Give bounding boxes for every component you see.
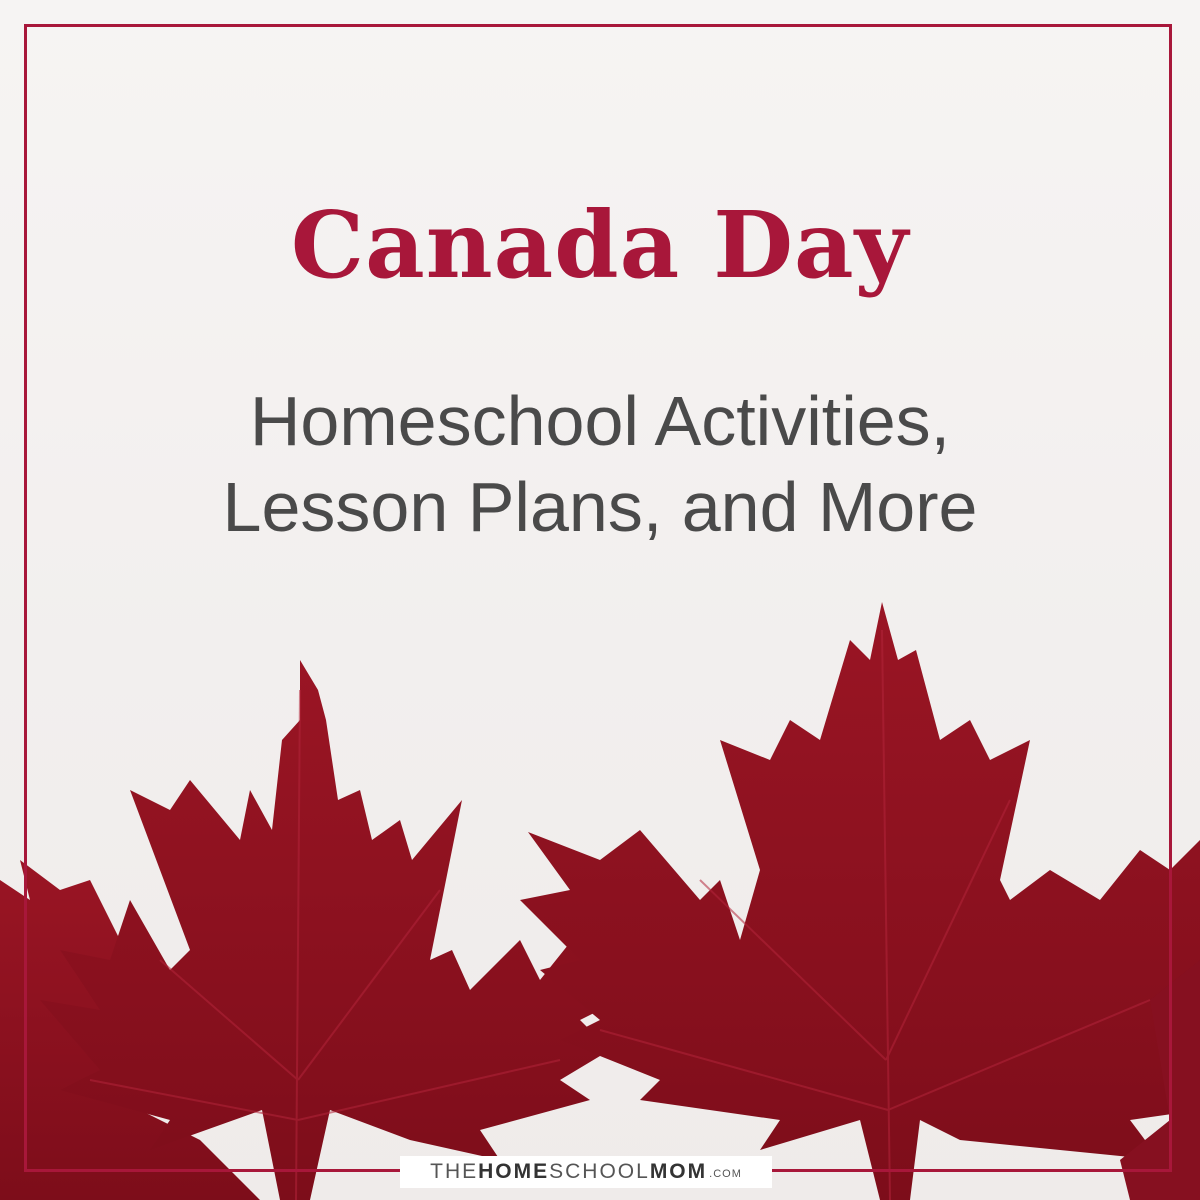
subtitle-line-2: Lesson Plans, and More xyxy=(222,468,978,546)
brand-mom: MOM xyxy=(649,1160,708,1183)
brand-the: THE xyxy=(430,1160,479,1183)
brand-school: SCHOOL xyxy=(549,1160,650,1183)
page-subtitle xyxy=(0,378,1200,550)
page-title: Canada Day xyxy=(290,191,910,299)
brand-home: HOME xyxy=(478,1160,550,1183)
brand-dotcom: .COM xyxy=(709,1168,742,1180)
brand-logo xyxy=(400,1156,772,1188)
subtitle-line-1: Homeschool Activities, xyxy=(249,382,951,460)
